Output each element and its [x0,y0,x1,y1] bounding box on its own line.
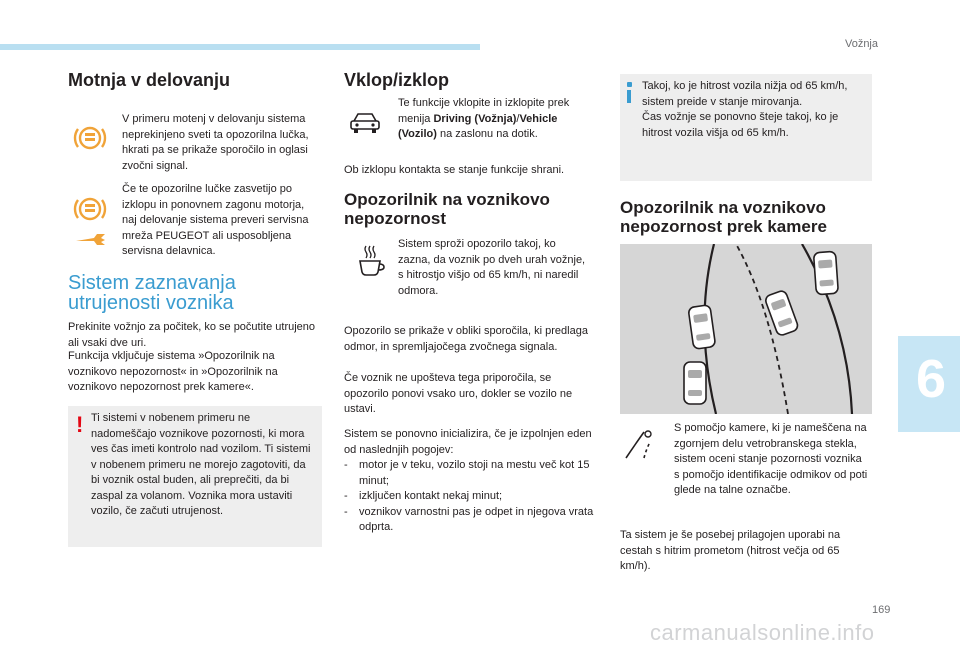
list-item: - voznikov varnostni pas je odpet in njegova vrata odprta. [344,505,602,536]
attention-paragraph-2: Opozorilo se prikaže v obliki sporočila, ki predlaga odmor, in spremljajočega zvočnega signala. [344,325,588,353]
malfunction-paragraph-1: V primeru motenj v delovanju sistema neprekinjeno sveti ta opozorilna lučka, hkrati pa se prikaže sporočilo in oglasi zvočni signal. [122,113,309,172]
chapter-number: 6 [915,349,947,409]
header-bar [0,44,480,50]
list-item: - motor je v teku, vozilo stoji na mestu več kot 15 minut; [344,458,602,489]
info-text: Takoj, ko je hitrost vozila nižja od 65 km/h, sistem preide v stanje mirovanja. Čas vožnje se ponovno šteje takoj, ko je hitrost vozila višja od 65 km/h. [642,80,848,139]
camera-paragraph-1: S pomočjo kamere, ki je nameščena na zgornjem delu vetrobranskega stekla, sistem oceni stanje pozornosti voznika s pomočjo identifikacije odmikov od poti glede na talne označbe. [674,422,868,496]
section-title-camera-line1: Opozorilnik na voznikovo [620,198,826,217]
section-title-malfunction: Motnja v delovanju [68,70,231,90]
section-title-fatigue-line2: utrujenosti voznika [68,292,234,314]
section-title-on-off: Vklop/izklop [344,70,450,90]
attention-paragraph-3: Če voznik ne upošteva tega priporočila, se opozorilo ponovi vsako uro, dokler se vozilo ne ustavi. [344,372,573,415]
page-number: 169 [872,604,891,616]
exclamation-icon: ! [76,412,84,437]
fatigue-paragraph-1: Prekinite vožnjo za počitek, ko se počutite utrujeno ali vsaki dve uri. [68,321,316,349]
attention-paragraph-4: Sistem se ponovno inicializira, če je izpolnjen eden od naslednjih pogojev: [344,428,592,456]
coffee-cup-icon [356,244,386,278]
lane-illustration [620,244,872,414]
info-icon [627,82,632,87]
list-item: - izključen kontakt nekaj minut; [344,489,602,505]
running-title: Vožnja [844,38,878,50]
watermark: carmanualsonline.info [650,620,875,645]
lane-camera-icon [622,428,656,462]
warning-lamp-icon [72,193,108,225]
car-top-view-icon [813,251,838,294]
wrench-icon [74,232,108,248]
lane-drift-illustration [620,244,872,414]
info-icon-bar [627,90,631,103]
car-icon [348,111,382,135]
camera-paragraph-2: Ta sistem je še posebej prilagojen uporabi na cestah s hitrim prometom (hitrost večja od 65 km/h). [620,529,841,572]
section-title-fatigue-line1: Sistem zaznavanja [68,272,236,294]
reset-conditions-list [344,458,602,536]
malfunction-paragraph-2: Če te opozorilne lučke zasvetijo po izklopu in ponovnem zagonu motorja, naj delovanje sistema preveri servisna mreža PEUGEOT ali usposobljena servisna delavnica. [122,183,309,257]
section-title-camera-line2: nepozornost prek kamere [620,217,827,236]
car-top-view-icon [688,305,716,350]
warning-text: Ti sistemi v nobenem primeru ne nadomeščajo voznikove pozornosti, ki mora ves čas imeti kontrolo nad vozilom. Ti sistemi v nobenem primeru ne morejo zagotoviti, da bi voznik ostal buden, ali preprečiti, da bi zaspal za volanom. Voznika mora ustaviti vozilo, če začuti utrujenost. [91,412,311,517]
attention-paragraph-1: Sistem sproži opozorilo takoj, ko zazna, da voznik po dveh urah vožnje, s hitrostjo višjo od 65 km/h, ni naredil odmora. [398,238,586,297]
car-top-view-icon [684,362,706,404]
warning-lamp-icon [72,122,108,154]
on-off-paragraph-2: Ob izklopu kontakta se stanje funkcije shrani. [344,164,565,176]
section-title-attention-line1: Opozorilnik na voznikovo [344,190,550,209]
section-title-attention-line2: nepozornost [344,209,446,228]
on-off-paragraph-1: Te funkcije vklopite in izklopite prek menija Driving (Vožnja)/Vehicle (Vozilo) na zaslonu na dotik. [398,97,570,140]
fatigue-paragraph-2: Funkcija vključuje sistema »Opozorilnik na voznikovo nepozornost« in »Opozorilnik na voznikovo nepozornost prek kamere«. [68,350,278,393]
